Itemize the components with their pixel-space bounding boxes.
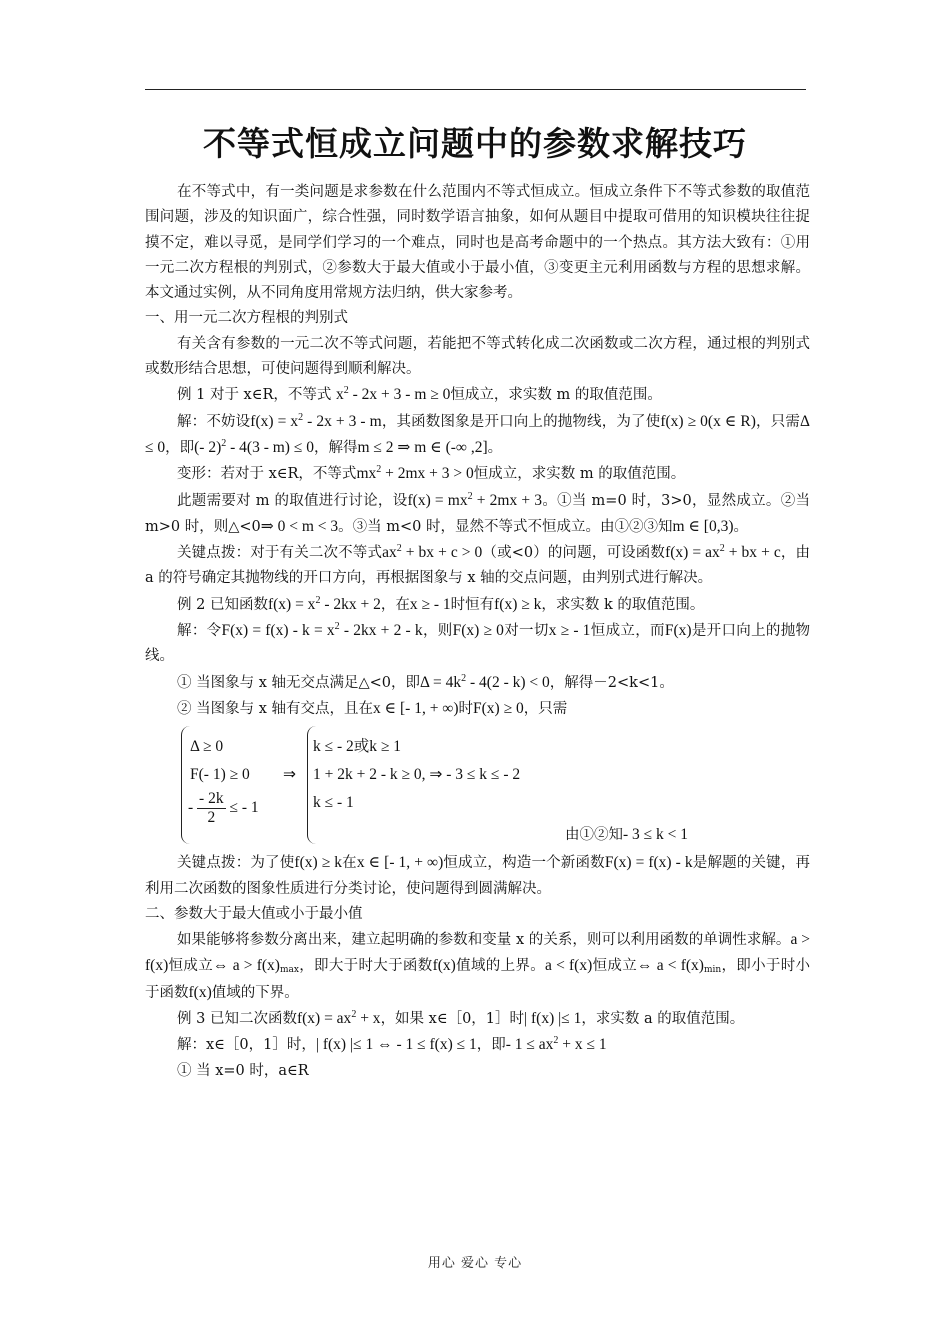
- section1-intro: 有关含有参数的一元二次不等式问题，若能把不等式转化成二次函数或二次方程，通过根的判别式或数形结合思想，可使问题得到顺利解决。: [145, 335, 810, 378]
- intro-paragraph: 在不等式中，有一类问题是求参数在什么范围内不等式恒成立。恒成立条件下不等式参数的取值范围问题，涉及的知识面广，综合性强，同时数学语言抽象，如何从题目中提取可借用的知识模块往往捉摸不定，难以寻觅，是同学们学习的一个难点，同时也是高考命题中的一个热点。其方法大致有：①用一元二次方程根的判别式，②参数大于最大值或小于最小值，③变更主元利用函数与方程的思想求解。本文通过实例，从不同角度用常规方法归纳，供大家参考。: [145, 184, 810, 302]
- case-1: ① 当图象与 x 轴无交点满足△<0，即$\Delta = 4k^2 - 4(2 - k) < 0$，解得－2<k<1。: [177, 672, 674, 691]
- system-line-3: - $\frac{- 2k}{2}$ ≤ - 1: [188, 790, 259, 827]
- page-footer: 用心 爱心 专心: [427, 1256, 523, 1271]
- document-body: [145, 180, 810, 1084]
- case-2: ② 当图象与 x 轴有交点，且在x ∈ [- 1, + ∞)时F(x) ≥ 0，只需: [177, 699, 568, 717]
- variant-1: 变形：若对于 x∈R，不等式$mx^2 + 2mx + 3 > 0$恒成立，求实数 m 的取值范围。: [177, 464, 686, 483]
- example-1: 例 1 对于 x∈R，不等式 $x^2 - 2x + 3 - m \ge 0$恒成立，求实数 m 的取值范围。: [177, 385, 662, 404]
- system-line-2: F(- 1) ≥ 0: [190, 766, 250, 784]
- key-point-2: 关键点拨：为了使f(x) ≥ k在x ∈ [- 1, + ∞)恒成立，构造一个新函数F(x) = f(x) - k是解题的关键，再利用二次函数的图象性质进行分类讨论，使问题得到圆满解决。: [145, 854, 811, 897]
- header-rule: [145, 89, 806, 90]
- system-line-1: Δ ≥ 0: [190, 738, 224, 756]
- variant-1-solution: 此题需要对 m 的取值进行讨论，设$f(x) = mx^2 + 2mx + 3$。①当 m=0 时，3>0，显然成立。②当 m>0 时，则△<0⇒ 0 < m < 3。③当 m<0 时，显然不等式不恒成立。由①②③知m ∈ [0,3)。: [145, 490, 810, 535]
- example-3: 例 3 已知二次函数$f(x) = ax^2 + x$，如果 x∈［0，1］时| f(x) |≤ 1，求实数 a 的取值范围。: [177, 1009, 745, 1028]
- section2-intro: 如果能够将参数分离出来，建立起明确的参数和变量 x 的关系，则可以利用函数的单调性求解。a > f(x)恒成立⇔ $a > f(x)_{max}$，即大于时大于函数f(x)值域的上界。a < f(x)恒成立⇔ $a < f(x)_{min}$，即小于时小于函数f(x)值域的下界。: [145, 931, 811, 1001]
- system-conclusion: 由①②知- 3 ≤ k < 1: [565, 826, 689, 844]
- implies-arrow: ⇒: [283, 766, 296, 784]
- solution-3: 解：x∈［0，1］时，| f(x) |≤ 1 ⇔ - 1 ≤ f(x) ≤ 1，即- $1 \le ax^2 + x \le 1$: [177, 1035, 607, 1054]
- example-2: 例 2 已知函数$f(x) = x^2 - 2kx + 2$，在x ≥ - 1时恒有f(x) ≥ k，求实数 k 的取值范围。: [177, 594, 705, 613]
- page-title: 不等式恒成立问题中的参数求解技巧: [203, 124, 747, 163]
- solution-1: 解：不妨设$f(x) = x^2 - 2x + 3 - m$，其函数图象是开口向上的抛物线，为了使f(x) ≥ 0(x ∈ R)，只需Δ ≤ 0，即(- 2)$^2$ - 4(3 - m) ≤ 0，解得m ≤ 2 ⇒ m ∈ (-∞ ,2]。: [145, 411, 810, 456]
- system-right-2: 1 + 2k + 2 - k ≥ 0, ⇒ - 3 ≤ k ≤ - 2: [313, 766, 521, 784]
- solution-2: 解：令$F(x) = f(x) - k = x^2 - 2kx + 2 - k$，则F(x) ≥ 0对一切x ≥ - 1恒成立，而F(x)是开口向上的抛物线。: [145, 621, 811, 665]
- key-point-1: 关键点拨：对于有关二次不等式$ax^2$ + bx + c > 0（或<0）的问题，可设函数$f(x) = ax^2$ + bx + c，由 a 的符号确定其抛物线的开口方向，再根据图象与 x 轴的交点问题，由判别式进行解决。: [145, 543, 811, 587]
- system-right-3: k ≤ - 1: [313, 794, 354, 812]
- section-heading-1: 一、用一元二次方程根的判别式: [145, 310, 348, 327]
- fraction: $\frac{- 2k}{2}$: [199, 790, 224, 827]
- system-right-1: k ≤ - 2或k ≥ 1: [313, 738, 402, 756]
- solution-3-case-1: ① 当 x=0 时，a∈R: [177, 1062, 309, 1079]
- inequality-system: [145, 726, 810, 848]
- section-heading-2: 二、参数大于最大值或小于最小值: [145, 905, 363, 922]
